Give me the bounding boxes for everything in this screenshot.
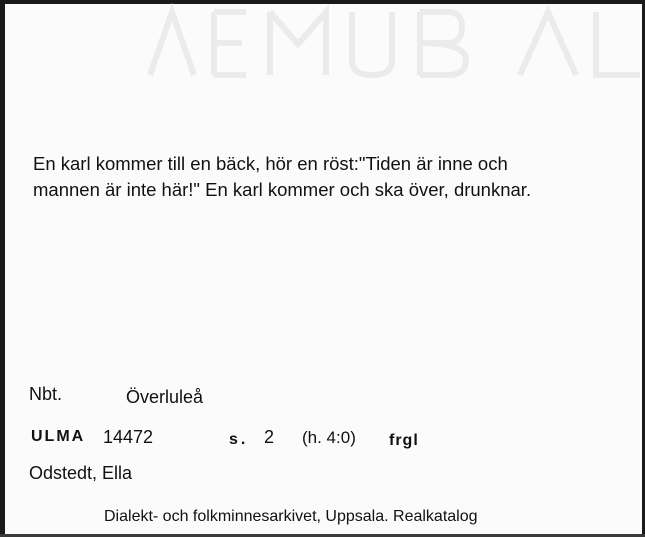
- archive-footer: Dialekt- och folkminnesarkivet, Uppsala. Realkatalog: [104, 508, 478, 525]
- show-through-watermark: [0, 0, 645, 120]
- h-reference: (h. 4:0): [302, 428, 356, 447]
- archive-label: ULMA: [31, 428, 86, 445]
- description-line-2: mannen är inte här!" En karl kommer och ska över, drunknar.: [33, 179, 532, 200]
- category-code: frgl: [389, 432, 419, 449]
- nbt-label: Nbt.: [29, 384, 63, 404]
- place-name: Överluleå: [126, 387, 204, 407]
- informant-name: Odstedt, Ella: [29, 463, 133, 483]
- archive-number: 14472: [103, 427, 154, 447]
- page-number: 2: [264, 427, 275, 447]
- description-line-1: En karl kommer till en bäck, hör en röst:"Tiden är inne och: [33, 153, 508, 174]
- page-label: s.: [229, 431, 249, 448]
- record-description: [33, 151, 613, 203]
